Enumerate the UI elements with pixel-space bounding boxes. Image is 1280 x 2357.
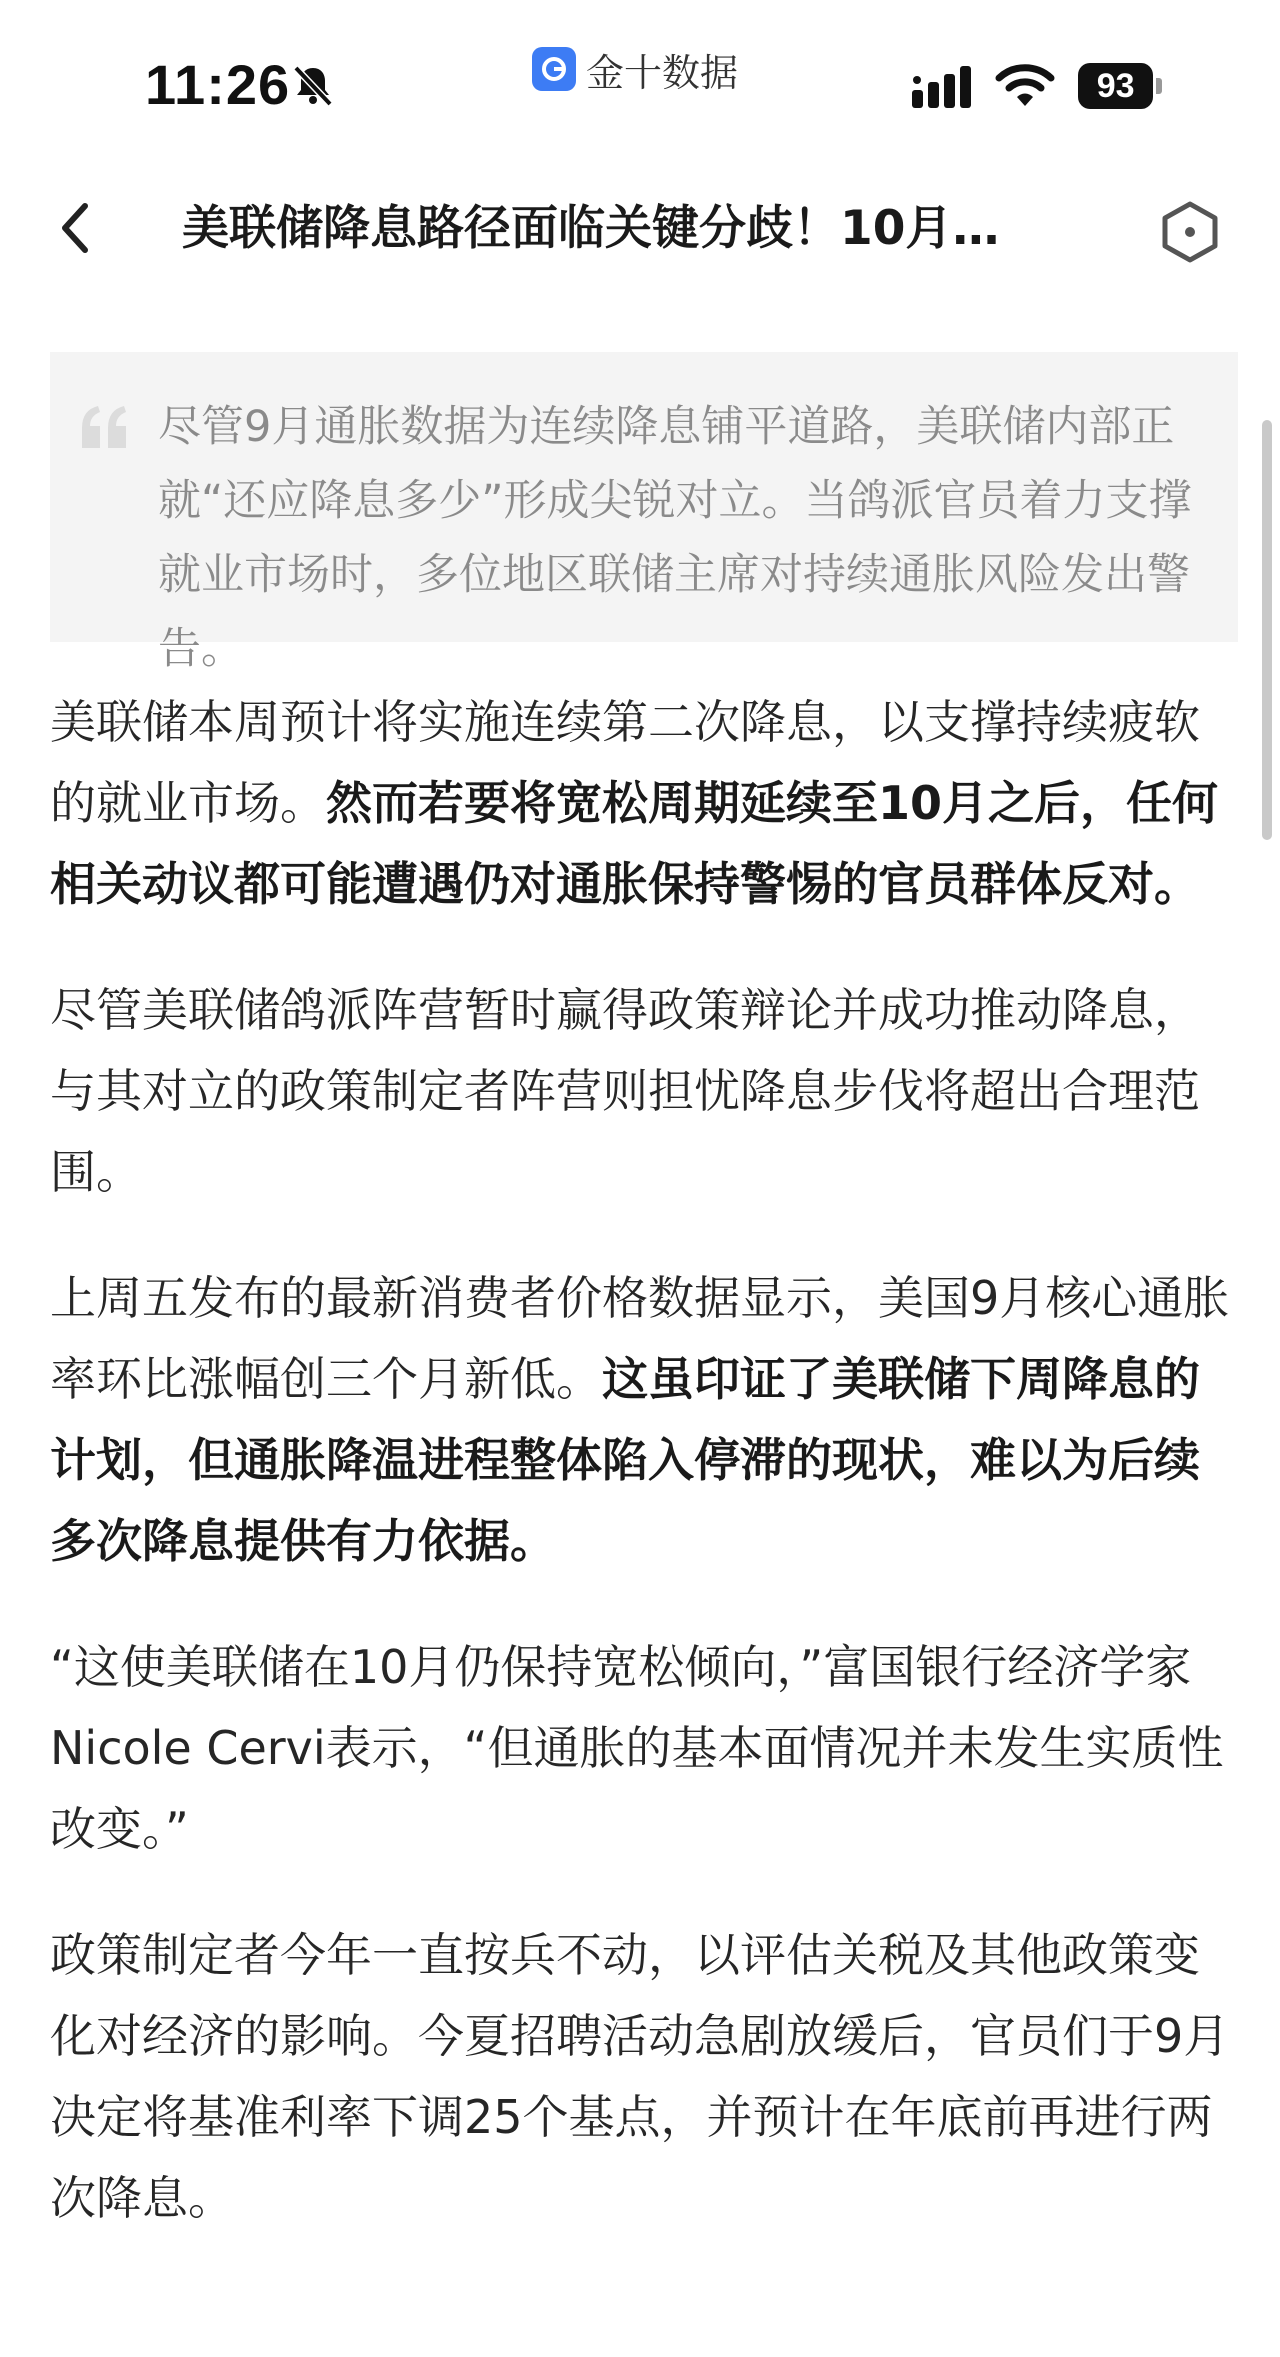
paragraph-text: “这使美联储在10月仍保持宽松倾向，”富国银行经济学家Nicole Cervi表示，“但通胀的基本面情况并未发生实质性改变。” (50, 1640, 1224, 1856)
article-paragraph (50, 1915, 1238, 2239)
status-bar (0, 0, 1280, 170)
hexagon-icon (1160, 200, 1220, 264)
scrollbar[interactable] (1262, 420, 1272, 840)
paragraph-text: 美联储本周预计将实施连续第二次降息，以支撑持续疲软的就业市场。 (50, 695, 1200, 830)
signal-icon (910, 66, 976, 110)
paragraph-text: 上周五发布的最新消费者价格数据显示，美国9月核心通胀率环比涨幅创三个月新低。 (50, 1271, 1230, 1406)
battery-cap (1156, 78, 1162, 94)
article-paragraph (50, 1627, 1238, 1870)
battery-indicator (1078, 63, 1162, 109)
paragraph-text: 尽管美联储鸽派阵营暂时赢得政策辩论并成功推动降息，与其对立的政策制定者阵营则担忧降息步伐将超出合理范围。 (50, 983, 1200, 1199)
article-summary (50, 352, 1238, 674)
quote-icon (78, 404, 130, 448)
nav-header (0, 170, 1280, 290)
wifi-icon (995, 60, 1055, 110)
status-time: 11:26 (145, 53, 291, 116)
paragraph-bold-text: 然而若要将宽松周期延续至10月之后，任何相关动议都可能遭遇仍对通胀保持警惕的官员群体反对。 (50, 776, 1219, 911)
summary-text: 尽管9月通胀数据为连续降息铺平道路，美联储内部正就“还应降息多少”形成尖锐对立。当鸽派官员着力支撑就业市场时，多位地区联储主席对持续通胀风险发出警告。 (158, 402, 1192, 674)
paragraph-bold-text: 这虽印证了美联储下周降息的计划，但通胀降温进程整体陷入停滞的现状，难以为后续多次降息提供有力依据。 (50, 1352, 1200, 1568)
chevron-left-icon (55, 200, 95, 256)
battery-level: 93 (1078, 63, 1153, 109)
article-paragraph (50, 1258, 1238, 1582)
share-button[interactable] (1150, 192, 1230, 272)
article-body (50, 352, 1238, 2239)
app-logo-icon (532, 47, 576, 91)
article-paragraph (50, 682, 1238, 925)
source-app-label: 金十数据 (586, 50, 739, 95)
source-app-indicator[interactable] (532, 44, 738, 94)
paragraph-text: 政策制定者今年一直按兵不动，以评估关税及其他政策变化对经济的影响。今夏招聘活动急剧放缓后，官员们于9月决定将基准利率下调25个基点，并预计在年底前再进行两次降息。 (50, 1928, 1230, 2225)
page-title: 美联储降息路径面临关键分歧！10月… (182, 201, 1000, 256)
article-paragraph (50, 970, 1238, 1213)
back-button[interactable] (40, 188, 110, 268)
bell-off-icon (290, 62, 336, 108)
